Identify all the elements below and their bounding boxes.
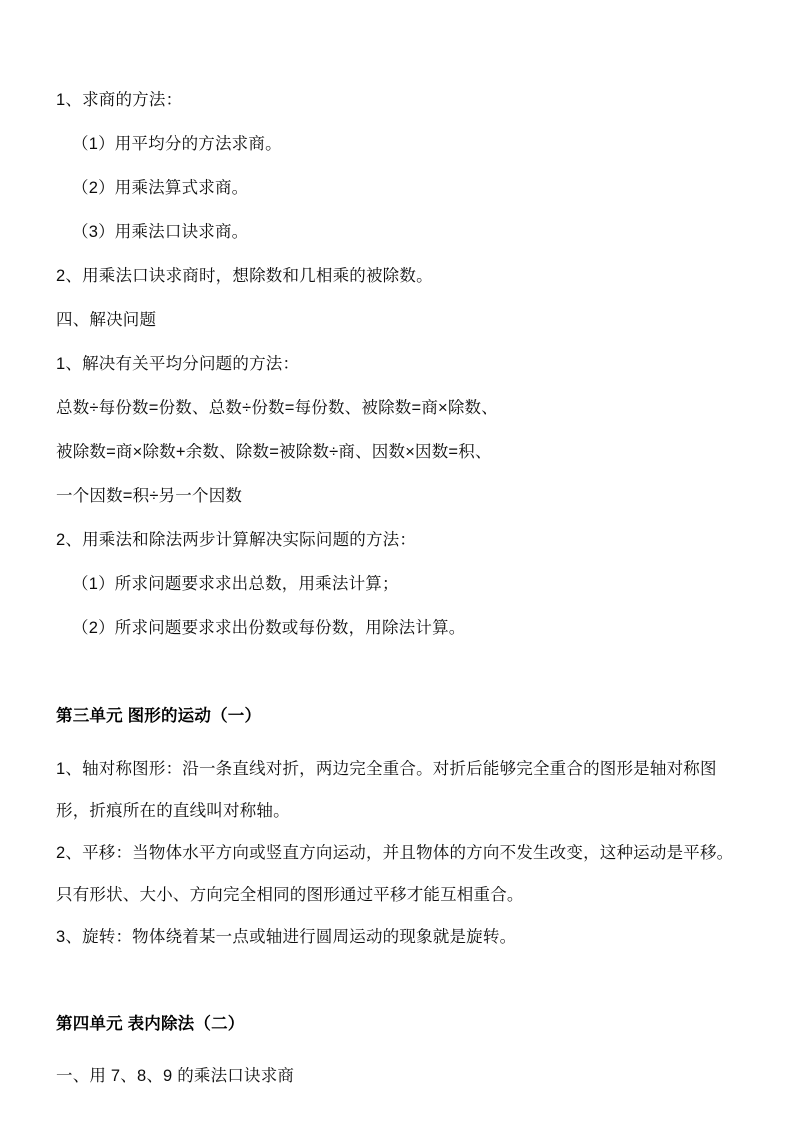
paragraph-two-step-item-1: （1）所求问题要求求出总数，用乘法计算；: [72, 575, 399, 593]
paragraph-two-step-item-2: （2）所求问题要求求出份数或每份数，用除法计算。: [72, 619, 466, 637]
unit3-item-1: 1、轴对称图形：沿一条直线对折，两边完全重合。对折后能够完全重合的图形是轴对称图形，折痕所在的直线叫对称轴。: [56, 760, 717, 820]
paragraph-qiushang-item-1: （1）用平均分的方法求商。: [72, 135, 282, 153]
unit3-heading: 第三单元 图形的运动（一）: [56, 707, 262, 725]
formula-line-1: 总数÷每份数=份数、总数÷份数=每份数、被除数=商×除数、: [56, 399, 498, 417]
formula-line-3: 一个因数=积÷另一个因数: [56, 487, 243, 505]
unit3-item-2: 2、平移：当物体水平方向或竖直方向运动，并且物体的方向不发生改变，这种运动是平移。只有形状、大小、方向完全相同的图形通过平移才能互相重合。: [56, 844, 734, 904]
paragraph-qiushang-item-3: （3）用乘法口诀求商。: [72, 223, 249, 241]
paragraph-qiushang-heading: 1、求商的方法：: [56, 91, 183, 109]
spacer-before-unit4: [56, 958, 737, 1004]
unit4-item-1: 一、用 7、8、9 的乘法口诀求商: [56, 1067, 295, 1085]
document-body: [56, 78, 737, 1096]
unit3-item-3: 3、旋转：物体绕着某一点或轴进行圆周运动的现象就是旋转。: [56, 928, 517, 946]
spacer-after-unit3-heading: [56, 736, 737, 748]
unit3-content: [56, 748, 737, 958]
paragraph-qiushang-item-2: （2）用乘法算式求商。: [72, 179, 249, 197]
paragraph-koujue-qiushang: 2、用乘法口诀求商时，想除数和几相乘的被除数。: [56, 267, 433, 285]
unit4-heading: 第四单元 表内除法（二）: [56, 1015, 245, 1033]
spacer-after-unit4-heading: [56, 1044, 737, 1056]
paragraph-two-step-heading: 2、用乘法和除法两步计算解决实际问题的方法：: [56, 531, 417, 549]
formula-line-2: 被除数=商×除数+余数、除数=被除数÷商、因数×因数=积、: [56, 443, 492, 461]
spacer-before-unit3: [56, 650, 737, 696]
paragraph-average-method-heading: 1、解决有关平均分问题的方法：: [56, 355, 300, 373]
paragraph-section-four-title: 四、解决问题: [56, 311, 157, 329]
